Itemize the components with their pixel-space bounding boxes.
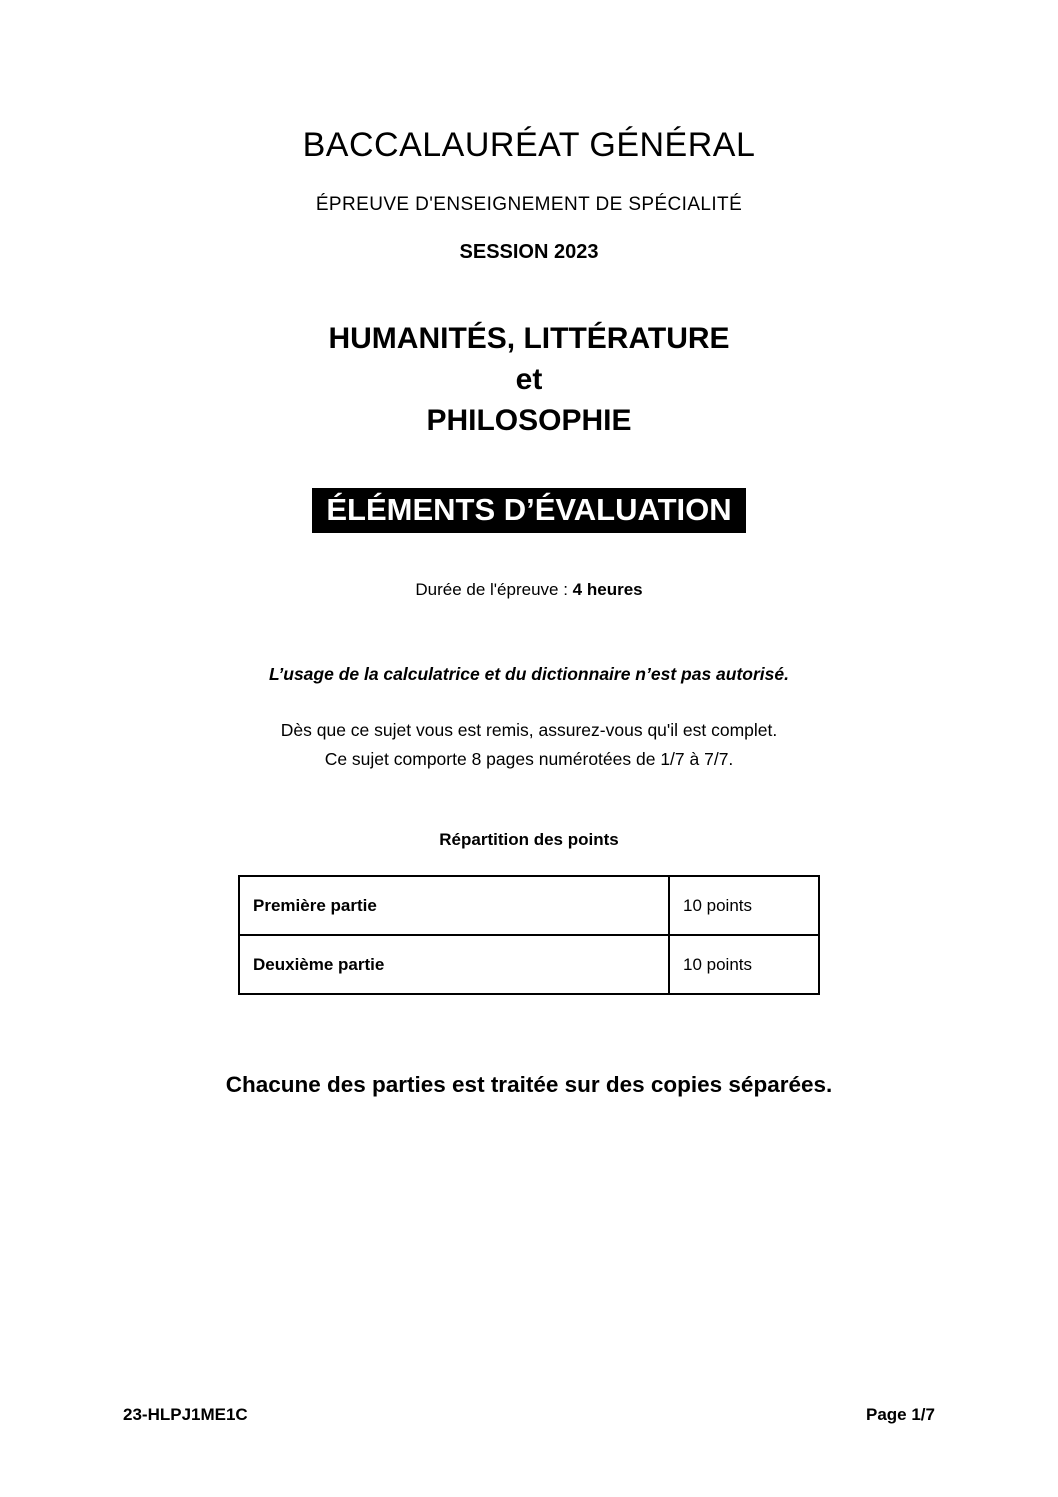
footer-page-number: Page 1/7 xyxy=(866,1405,935,1424)
exam-subtitle: ÉPREUVE D'ENSEIGNEMENT DE SPÉCIALITÉ xyxy=(315,194,743,215)
duration-line xyxy=(0,580,1058,600)
session-heading: SESSION 2023 xyxy=(459,241,599,263)
row-label: Deuxième partie xyxy=(239,935,669,994)
page-footer xyxy=(123,1405,935,1425)
points-heading: Répartition des points xyxy=(439,830,619,849)
page-title: BACCALAURÉAT GÉNÉRAL xyxy=(302,126,756,164)
footer-reference-code: 23-HLPJ1ME1C xyxy=(123,1405,248,1424)
row-points: 10 points xyxy=(669,935,819,994)
separate-copies-notice: Chacune des parties est traitée sur des copies séparées. xyxy=(225,1072,833,1097)
table-row xyxy=(239,935,819,994)
evaluation-banner-row xyxy=(0,488,1058,533)
subject-title xyxy=(0,318,1058,441)
subject-line-2: et xyxy=(515,363,543,396)
completeness-notice-line-1: Dès que ce sujet vous est remis, assurez-vous qu'il est complet. xyxy=(280,720,778,740)
duration-value: 4 heures xyxy=(572,580,643,599)
points-table xyxy=(238,875,820,995)
completeness-notice-line-2: Ce sujet comporte 8 pages numérotées de 1/7 à 7/7. xyxy=(324,749,734,769)
table-row xyxy=(239,876,819,935)
duration-label: Durée de l'épreuve : xyxy=(415,580,573,599)
row-label: Première partie xyxy=(239,876,669,935)
row-points: 10 points xyxy=(669,876,819,935)
subject-line-3: PHILOSOPHIE xyxy=(426,404,632,437)
completeness-notice xyxy=(0,716,1058,774)
calculator-notice: L’usage de la calculatrice et du dictionnaire n’est pas autorisé. xyxy=(269,664,789,684)
evaluation-banner: ÉLÉMENTS D’ÉVALUATION xyxy=(312,488,745,533)
subject-line-1: HUMANITÉS, LITTÉRATURE xyxy=(328,322,730,355)
